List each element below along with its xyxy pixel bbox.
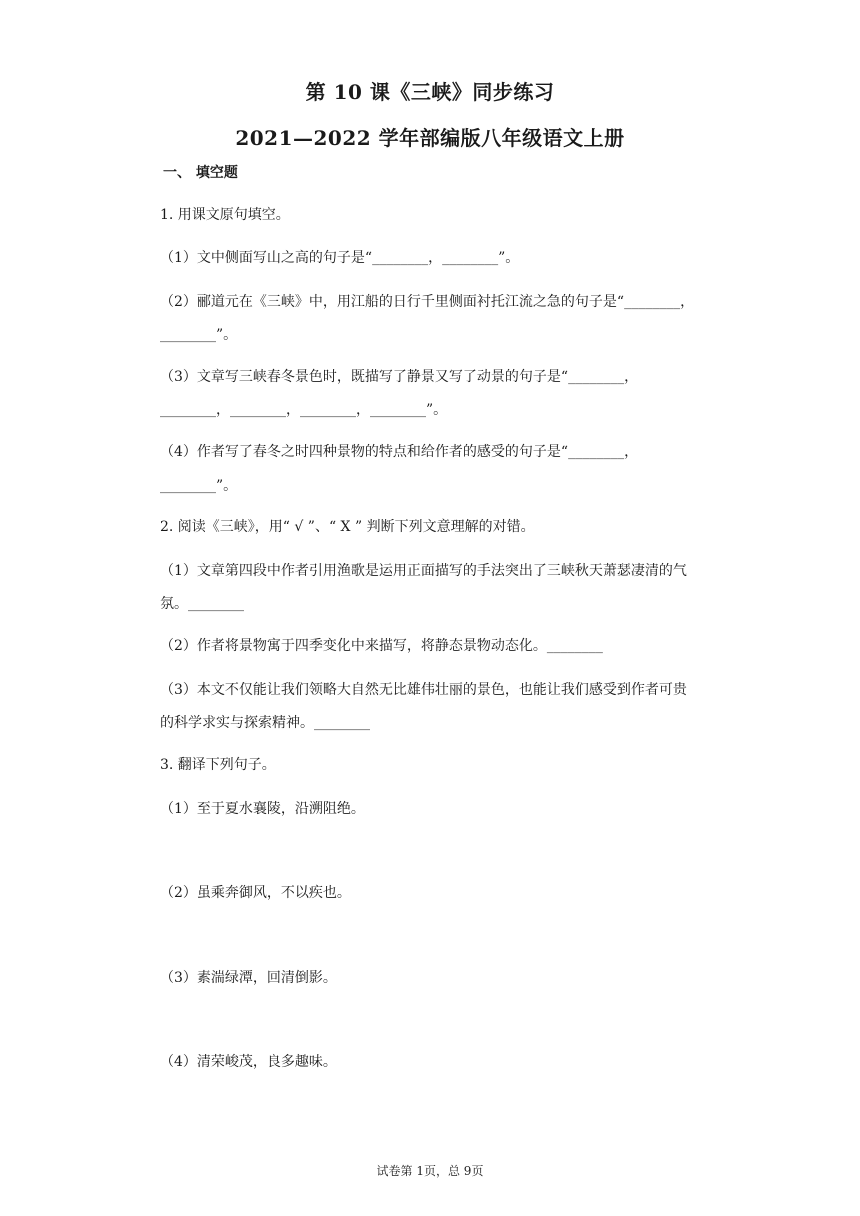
question-1-part-1: （1）文中侧面写山之高的句子是“________，________”。	[160, 250, 520, 266]
question-1-part-2: （2）郦道元在《三峡》中，用江船的日行千里侧面衬托江流之急的句子是“________，	[160, 294, 695, 310]
question-1-part-4-cont: ________”。	[160, 478, 238, 494]
question-2-part-1-cont: 氛。________	[160, 596, 244, 612]
question-2-part-3: （3）本文不仅能让我们领略大自然无比雄伟壮丽的景色，也能让我们感受到作者可贵	[160, 682, 687, 698]
question-1-part-2-cont: ________”。	[160, 327, 238, 343]
question-2-part-2: （2）作者将景物寓于四季变化中来描写，将静态景物动态化。________	[160, 638, 603, 654]
question-2-part-1: （1）文章第四段中作者引用渔歌是运用正面描写的手法突出了三峡秋天萧瑟凄清的气	[160, 563, 687, 579]
page-subtitle: 2021—2022 学年部编版八年级语文上册	[235, 126, 625, 150]
question-2-part-3-cont: 的科学求实与探索精神。________	[160, 715, 370, 731]
question-3-part-2: （2）虽乘奔御风，不以疾也。	[160, 885, 351, 901]
question-3-part-4: （4）清荣峻茂，良多趣味。	[160, 1054, 337, 1070]
question-2-stem: 2. 阅读《三峡》，用“ √ ”、“ X ” 判断下列文意理解的对错。	[160, 519, 535, 535]
page-footer: 试卷第 1页，总 9页	[376, 1164, 484, 1178]
question-3-part-1: （1）至于夏水襄陵，沿溯阻绝。	[160, 801, 365, 817]
question-1-stem: 1. 用课文原句填空。	[160, 207, 290, 223]
question-1-part-3-cont: ________，________，________，________”。	[160, 402, 448, 418]
page-title: 第 10 课《三峡》同步练习	[305, 80, 555, 104]
question-3-part-3: （3）素湍绿潭，回清倒影。	[160, 970, 337, 986]
question-3-stem: 3. 翻译下列句子。	[160, 757, 276, 773]
question-1-part-4: （4）作者写了春冬之时四种景物的特点和给作者的感受的句子是“________，	[160, 444, 639, 460]
section-heading: 一、 填空题	[163, 165, 238, 181]
question-1-part-3: （3）文章写三峡春冬景色时，既描写了静景又写了动景的句子是“________，	[160, 369, 639, 385]
